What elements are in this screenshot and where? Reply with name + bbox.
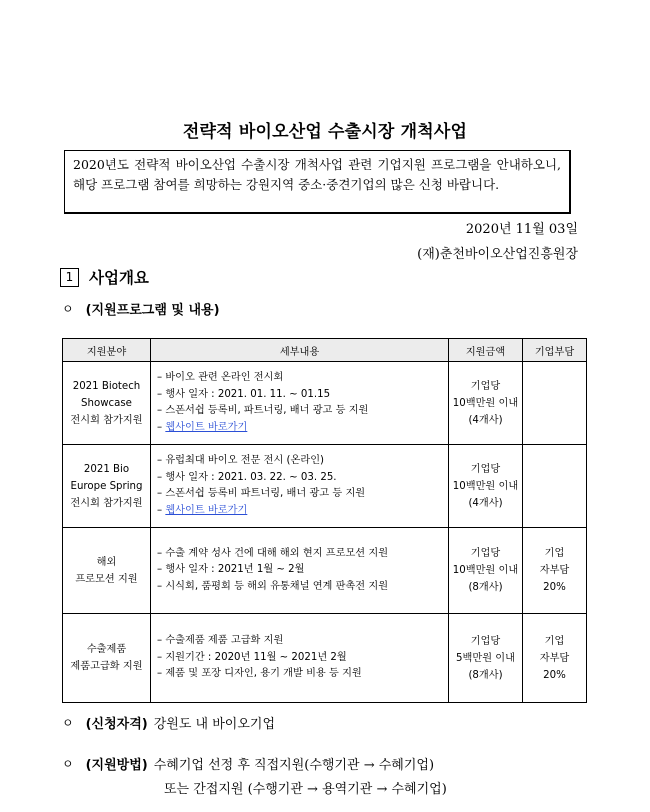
details-cell: – 바이오 관련 온라인 전시회 – 행사 일자 : 2021. 01. 11. ~ 01.15 – 스폰서쉽 등록비, 파트너링, 배너 광고 등 지원 – 웹사이트 바로가기 (151, 362, 449, 445)
detail-line: – 행사 일자 : 2021. 01. 11. ~ 01.15 (157, 388, 331, 400)
amount-line: 기업당 (470, 463, 501, 475)
amount-line: 기업당 (470, 380, 501, 392)
amount-cell (449, 445, 523, 528)
amount-line: 기업당 (470, 635, 501, 647)
detail-line: – 수출제품 제품 고급화 지원 (157, 635, 284, 647)
document-title: 전략적 바이오산업 수출시장 개척사업 (182, 122, 468, 142)
amount-cell (449, 614, 523, 703)
program-heading-line (62, 299, 220, 318)
section-number: 1 (60, 268, 79, 287)
details-cell (151, 614, 449, 703)
table-header-row (63, 339, 587, 362)
amount-line: 10백만원 이내 (452, 397, 519, 409)
table-header-cell: 기업부담 (523, 339, 587, 362)
amount-line: 10백만원 이내 (452, 565, 519, 576)
field-line: 프로모션 지원 (75, 573, 138, 585)
detail-line: – 행사 일자 : 2021년 1월 ~ 2월 (157, 564, 305, 576)
method-line-2 (164, 778, 447, 797)
table-row (63, 445, 587, 528)
detail-line: – 시식회, 품평회 등 해외 유통채널 연계 판촉전 지원 (157, 580, 389, 592)
field-line: 전시회 참가지원 (70, 414, 143, 426)
amount-cell (449, 528, 523, 614)
burden-cell (523, 362, 587, 445)
field-line: 수출제품 (86, 644, 127, 655)
field-cell (63, 528, 151, 614)
table-header-cell: 지원금액 (449, 339, 523, 362)
field-line: Showcase (81, 397, 132, 409)
eligibility-line (62, 713, 275, 732)
field-line: 2021 Biotech (72, 380, 141, 392)
detail-line: – 지원기간 : 2020년 11월 ~ 2021년 2월 (157, 651, 347, 663)
burden-cell (523, 528, 587, 614)
detail-line: – 스폰서쉽 등록비, 파트너링, 배너 광고 등 지원 (157, 405, 369, 416)
bullet-symbol: ㅇ (62, 757, 74, 771)
details-cell: – 유럽최대 바이오 전문 전시 (온라인) – 행사 일자 : 2021. 03. 22. ~ 03. 25. – 스폰서쉽 등록비 파트너링, 배너 광고 등 지원 – 웹사이트 바로가기 (151, 445, 449, 528)
method-line (62, 754, 434, 773)
burden-cell (523, 445, 587, 528)
detail-line: – 유럽최대 바이오 전문 전시 (온라인) (157, 455, 325, 466)
table-header-cell: 세부내용 (151, 339, 449, 362)
field-cell (63, 614, 151, 703)
bullet-symbol: ㅇ (62, 716, 74, 730)
issuing-organization: (재)춘천바이오산업진흥원장 (417, 247, 578, 262)
eligibility-label: (신청자격) (85, 717, 148, 732)
field-line: 전시회 참가지원 (70, 497, 143, 509)
detail-line: – 바이오 관련 온라인 전시회 (157, 372, 284, 383)
method-text-line1: 수혜기업 선정 후 직접지원(수행기관 → 수혜기업) (153, 758, 435, 773)
field-cell (63, 362, 151, 445)
table-header-cell: 지원분야 (63, 339, 151, 362)
detail-line: – 스폰서쉽 등록비 파트너링, 배너 광고 등 지원 (157, 488, 366, 499)
burden-line: 자부담 (539, 652, 570, 664)
eligibility-text: 강원도 내 바이오기업 (153, 717, 276, 732)
burden-cell (523, 614, 587, 703)
amount-line: (4개사) (468, 414, 503, 426)
website-link[interactable]: 웹사이트 바로가기 (165, 504, 248, 516)
detail-line: – 수출 계약 성사 건에 대해 해외 현지 프로모션 지원 (157, 547, 389, 559)
method-text-line2: 또는 간접지원 (수행기관 → 용역기관 → 수혜기업) (164, 782, 447, 797)
field-line: 제품고급화 지원 (70, 661, 143, 672)
field-cell (63, 445, 151, 528)
detail-line: – 제품 및 포장 디자인, 용기 개발 비용 등 지원 (157, 668, 362, 680)
program-table (62, 338, 587, 703)
burden-line: 20% (543, 582, 566, 593)
amount-line: (8개사) (468, 669, 503, 681)
field-line: 해외 (96, 556, 117, 568)
program-heading: (지원프로그램 및 내용) (85, 303, 220, 318)
burden-line: 20% (543, 669, 566, 681)
burden-line: 기업 (544, 548, 565, 559)
amount-cell (449, 362, 523, 445)
document-date: 2020년 11월 03일 (465, 222, 578, 237)
field-line: Europe Spring (70, 480, 143, 492)
detail-line: – 행사 일자 : 2021. 03. 22. ~ 03. 25. (157, 471, 337, 483)
section-title: 사업개요 (89, 269, 149, 287)
method-label: (지원방법) (85, 758, 148, 773)
amount-line: (4개사) (468, 497, 503, 509)
amount-line: 10백만원 이내 (452, 480, 519, 492)
burden-line: 기업 (544, 635, 565, 647)
table-row (63, 528, 587, 614)
burden-line: 자부담 (539, 565, 570, 576)
amount-line: (8개사) (468, 582, 503, 593)
section-heading (60, 266, 149, 288)
notice-box: 2020년도 전략적 바이오산업 수출시장 개척사업 관련 기업지원 프로그램을 안내하오니, 해당 프로그램 참여를 희망하는 강원지역 중소·중견기업의 많은 신청 바랍니다. (64, 150, 571, 214)
amount-line: 기업당 (470, 548, 501, 559)
field-line: 2021 Bio (83, 463, 130, 475)
amount-line: 5백만원 이내 (456, 652, 515, 664)
bullet-symbol: ㅇ (62, 302, 74, 316)
website-link[interactable]: 웹사이트 바로가기 (165, 421, 248, 433)
details-cell (151, 528, 449, 614)
table-row (63, 614, 587, 703)
table-row (63, 362, 587, 445)
